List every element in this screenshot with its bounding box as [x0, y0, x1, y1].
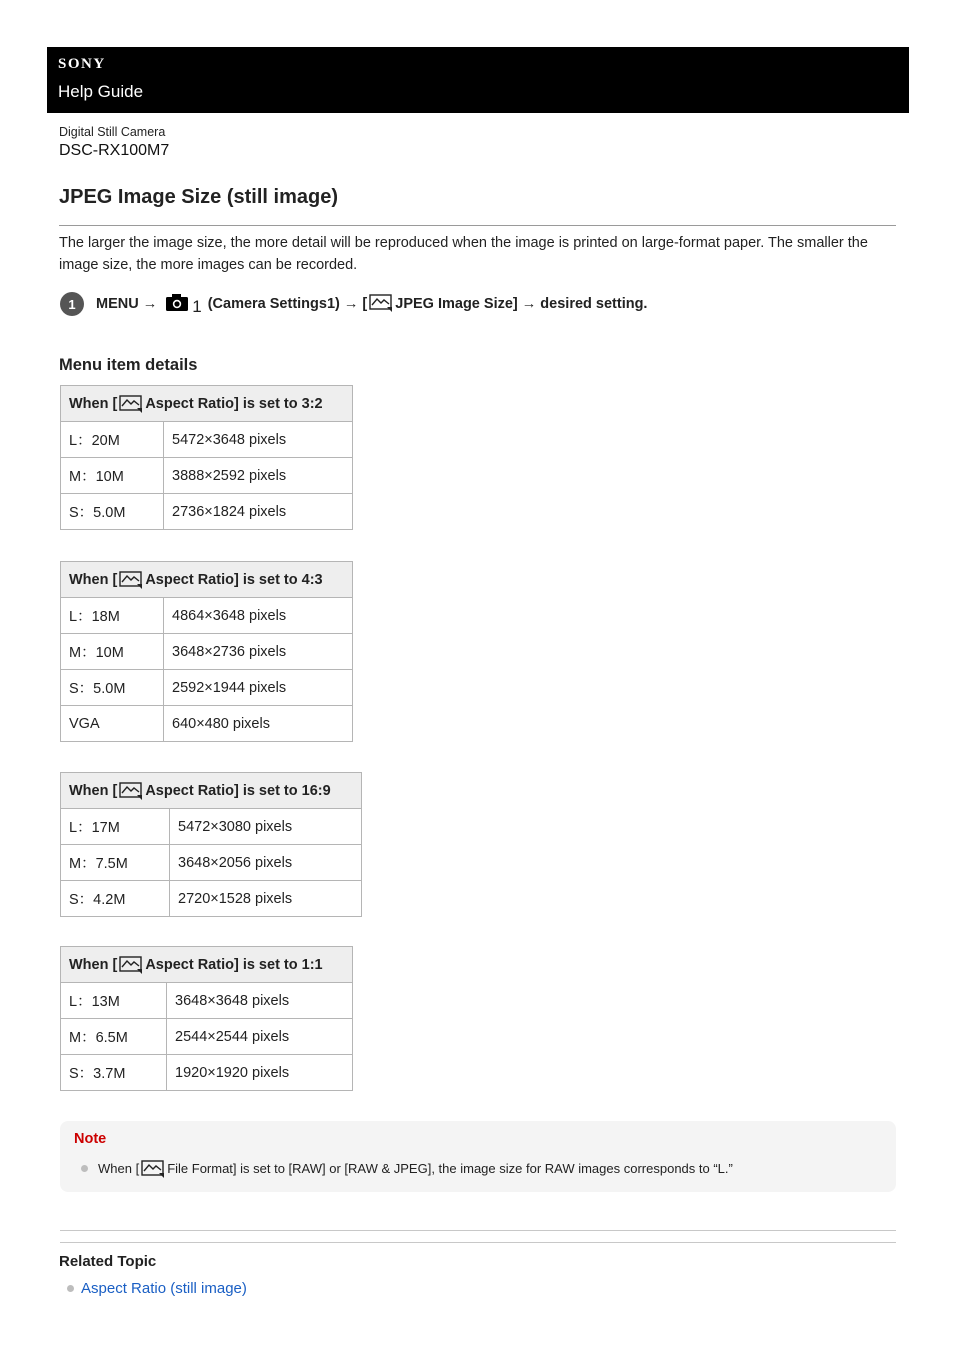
table-row: [61, 983, 353, 1019]
size-label: M：10M: [61, 458, 164, 494]
related-topic-title: Related Topic: [59, 1253, 157, 1270]
size-label: S：5.0M: [61, 670, 164, 706]
size-label: M：6.5M: [61, 1019, 167, 1055]
still-image-icon: [119, 394, 143, 413]
size-label: L：13M: [61, 983, 167, 1019]
table-header-post: Aspect Ratio] is set to 1:1: [145, 956, 323, 973]
table-header: [61, 773, 362, 809]
related-link-aspect-ratio[interactable]: [67, 1280, 247, 1297]
camera-settings-tab-number: 1: [192, 297, 202, 316]
table-header: [61, 947, 353, 983]
size-table-3-2: [60, 385, 353, 530]
size-label: VGA: [61, 706, 164, 742]
table-row: [61, 494, 353, 530]
table-header-pre: When [: [69, 395, 118, 412]
site-header: [47, 47, 909, 113]
still-image-icon: [119, 955, 143, 974]
table-header: [61, 562, 353, 598]
table-header: [61, 386, 353, 422]
related-link-label[interactable]: Aspect Ratio (still image): [81, 1280, 247, 1297]
size-label: L：17M: [61, 809, 170, 845]
table-header-post: Aspect Ratio] is set to 16:9: [145, 782, 331, 799]
size-pixels: 3648×3648 pixels: [167, 983, 353, 1019]
size-label: S：3.7M: [61, 1055, 167, 1091]
section-title: Menu item details: [59, 356, 198, 374]
size-pixels: 3888×2592 pixels: [164, 458, 353, 494]
still-image-icon: [119, 570, 143, 589]
table-row: [61, 598, 353, 634]
note-text-pre: When [: [98, 1161, 140, 1176]
still-image-icon: [119, 781, 143, 800]
table-header-post: Aspect Ratio] is set to 4:3: [145, 571, 323, 588]
table-row: [61, 1055, 353, 1091]
bullet-icon: [81, 1165, 88, 1172]
size-table-4-3: [60, 561, 353, 742]
size-pixels: 2720×1528 pixels: [170, 881, 362, 917]
step-text-jpeg-size: JPEG Image Size] → desired setting.: [395, 296, 648, 312]
bullet-icon: [67, 1285, 74, 1292]
table-row: [61, 458, 353, 494]
note-title: Note: [74, 1131, 107, 1147]
still-image-icon: [369, 293, 393, 316]
step-text-menu: MENU →: [96, 296, 158, 312]
table-header-pre: When [: [69, 782, 118, 799]
table-header-post: Aspect Ratio] is set to 3:2: [145, 395, 323, 412]
camera-icon: [165, 292, 191, 316]
size-label: S：4.2M: [61, 881, 170, 917]
table-row: [61, 809, 362, 845]
intro-paragraph: The larger the image size, the more detail will be reproduced when the image is printed on large-format paper. The smaller the image size, the more images can be recorded.: [59, 235, 868, 273]
note-text-post: File Format] is set to [RAW] or [RAW & JPEG], the image size for RAW images corresponds to “L.”: [167, 1161, 733, 1176]
size-label: L：20M: [61, 422, 164, 458]
size-pixels: 640×480 pixels: [164, 706, 353, 742]
table-row: [61, 634, 353, 670]
table-row: [61, 422, 353, 458]
note-item: [81, 1159, 733, 1178]
size-pixels: 1920×1920 pixels: [167, 1055, 353, 1091]
step-number-badge: 1: [60, 292, 84, 316]
size-pixels: 4864×3648 pixels: [164, 598, 353, 634]
step-1: [60, 292, 647, 316]
table-header-pre: When [: [69, 571, 118, 588]
size-pixels: 2736×1824 pixels: [164, 494, 353, 530]
title-divider: [59, 225, 896, 226]
size-table-1-1: [60, 946, 353, 1091]
table-row: [61, 706, 353, 742]
related-divider-bottom: [60, 1242, 896, 1243]
help-guide-title: Help Guide: [58, 82, 144, 101]
table-row: [61, 881, 362, 917]
size-pixels: 5472×3648 pixels: [164, 422, 353, 458]
step-text-camera-settings: (Camera Settings1) → [: [207, 296, 368, 312]
table-row: [61, 845, 362, 881]
table-row: [61, 1019, 353, 1055]
size-label: L：18M: [61, 598, 164, 634]
table-row: [61, 670, 353, 706]
sony-logo: SONY: [58, 56, 106, 72]
product-model: DSC-RX100M7: [59, 142, 170, 159]
related-divider-top: [60, 1230, 896, 1231]
size-pixels: 2544×2544 pixels: [167, 1019, 353, 1055]
size-label: M：7.5M: [61, 845, 170, 881]
size-label: S：5.0M: [61, 494, 164, 530]
size-pixels: 3648×2056 pixels: [170, 845, 362, 881]
size-table-16-9: [60, 772, 362, 917]
size-pixels: 3648×2736 pixels: [164, 634, 353, 670]
table-header-pre: When [: [69, 956, 118, 973]
size-label: M：10M: [61, 634, 164, 670]
still-image-icon: [141, 1159, 165, 1178]
size-pixels: 2592×1944 pixels: [164, 670, 353, 706]
product-category: Digital Still Camera: [59, 125, 166, 139]
page-title: JPEG Image Size (still image): [59, 186, 338, 208]
size-pixels: 5472×3080 pixels: [170, 809, 362, 845]
note-box: [60, 1121, 896, 1192]
